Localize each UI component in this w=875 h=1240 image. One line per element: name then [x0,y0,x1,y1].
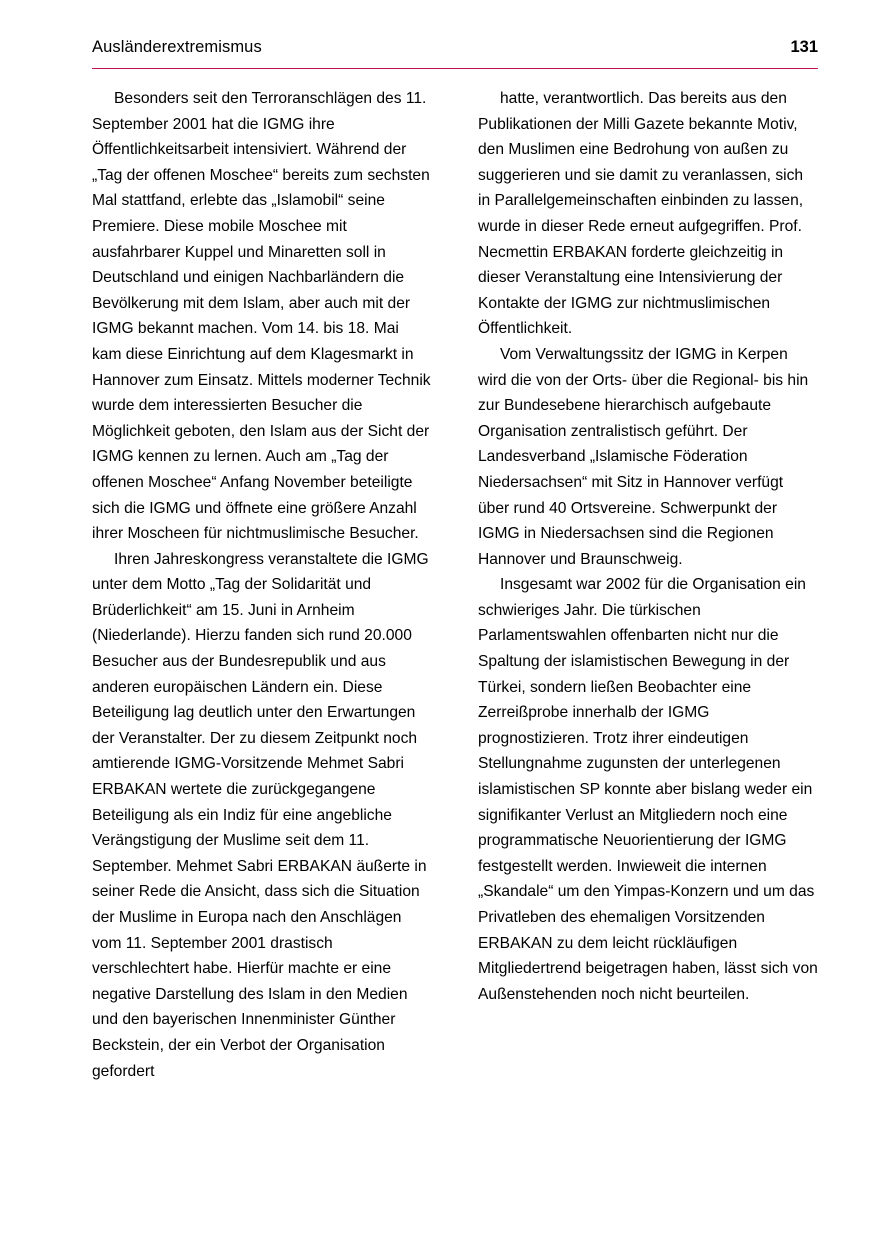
paragraph: Besonders seit den Terroranschlägen des 11. September 2001 hat die IGMG ihre Öffentlichkeitsarbeit intensiviert. Während der „Tag der offenen Moschee“ bereits zum sechsten Mal stattfand, erlebte das „Islamobil“ seine Premiere. Diese mobile Moschee mit ausfahrbarer Kuppel und Minaretten soll in Deutschland und einigen Nachbarländern die Bevölkerung mit dem Islam, aber auch mit der IGMG bekannt machen. Vom 14. bis 18. Mai kam diese Einrichtung auf dem Klagesmarkt in Hannover zum Einsatz. Mittels moderner Technik wurde dem interessierten Besucher die Möglichkeit geboten, den Islam aus der Sicht der IGMG kennen zu lernen. Auch am „Tag der offenen Moschee“ Anfang November beteiligte sich die IGMG und öffnete eine größere Anzahl ihrer Moscheen für nichtmuslimische Besucher. [92,90,431,543]
paragraph: Ihren Jahreskongress veranstaltete die IGMG unter dem Motto „Tag der Solidarität und Brüderlichkeit“ am 15. Juni in Arnheim (Niederlande). Hierzu fanden sich rund 20.000 Besucher aus der Bundesrepublik und aus anderen europäischen Ländern ein. Diese Beteiligung lag deutlich unter den Erwartungen der Veranstalter. Der zu diesem Zeitpunkt noch amtierende IGMG-Vorsitzende Mehmet Sabri ERBAKAN wertete die zurückgegangene Beteiligung als ein Indiz für eine angebliche Verängstigung der Muslime seit dem 11. September. Mehmet Sabri ERBAKAN äußerte in seiner Rede die Ansicht, dass sich die Situation der Muslime in Europa nach den Anschlägen vom 11. September 2001 drastisch verschlechtert habe. Hierfür machte er eine negative Darstellung des Islam in den Medien und den bayerischen Innenminister Günther Beckstein, der ein Verbot der Organisation gefordert [92,550,429,1080]
page-number: 131 [790,38,818,56]
paragraph: Insgesamt war 2002 für die Organisation ein schwieriges Jahr. Die türkischen Parlamentswahlen offenbarten nicht nur die Spaltung der islamistischen Bewegung in der Türkei, sondern ließen Beobachter eine Zerreißprobe innerhalb der IGMG prognostizieren. Trotz ihrer eindeutigen Stellungnahme zugunsten der unterlegenen islamistischen SP konnte aber bislang weder ein signifikanter Verlust an Mitgliedern noch eine programmatische Neuorientierung der IGMG festgestellt werden. Inwieweit die internen „Skandale“ um den Yimpas-Konzern und um das Privatleben des ehemaligen Vorsitzenden ERBAKAN zu dem leicht rückläufigen Mitgliedertrend beigetragen haben, lässt sich von Außenstehenden noch nicht beurteilen. [478,576,818,1003]
page-header [92,38,818,57]
body-columns [92,86,818,1084]
paragraph: Vom Verwaltungssitz der IGMG in Kerpen wird die von der Orts- über die Regional- bis hin zur Bundesebene hierarchisch aufgebaute Organisation zentralistisch geführt. Der Landesverband „Islamische Föderation Niedersachsen“ mit Sitz in Hannover verfügt über rund 40 Ortsvereine. Schwerpunkt der IGMG in Niedersachsen sind die Regionen Hannover und Braunschweig. [478,345,809,568]
running-head-title: Ausländerextremismus [92,38,262,56]
column-left [92,86,432,1084]
header-divider [92,68,818,69]
column-right [478,86,818,1084]
paragraph: hatte, verantwortlich. Das bereits aus den Publikationen der Milli Gazete bekannte Motiv, den Muslimen eine Bedrohung von außen zu suggerieren und sie damit zu veranlassen, sich in Parallelgemeinschaften einbinden zu lassen, wurde in dieser Rede erneut aufgegriffen. Prof. Necmettin ERBAKAN forderte gleichzeitig in dieser Veranstaltung eine Intensivierung der Kontakte der IGMG zur nichtmuslimischen Öffentlichkeit. [478,90,804,338]
